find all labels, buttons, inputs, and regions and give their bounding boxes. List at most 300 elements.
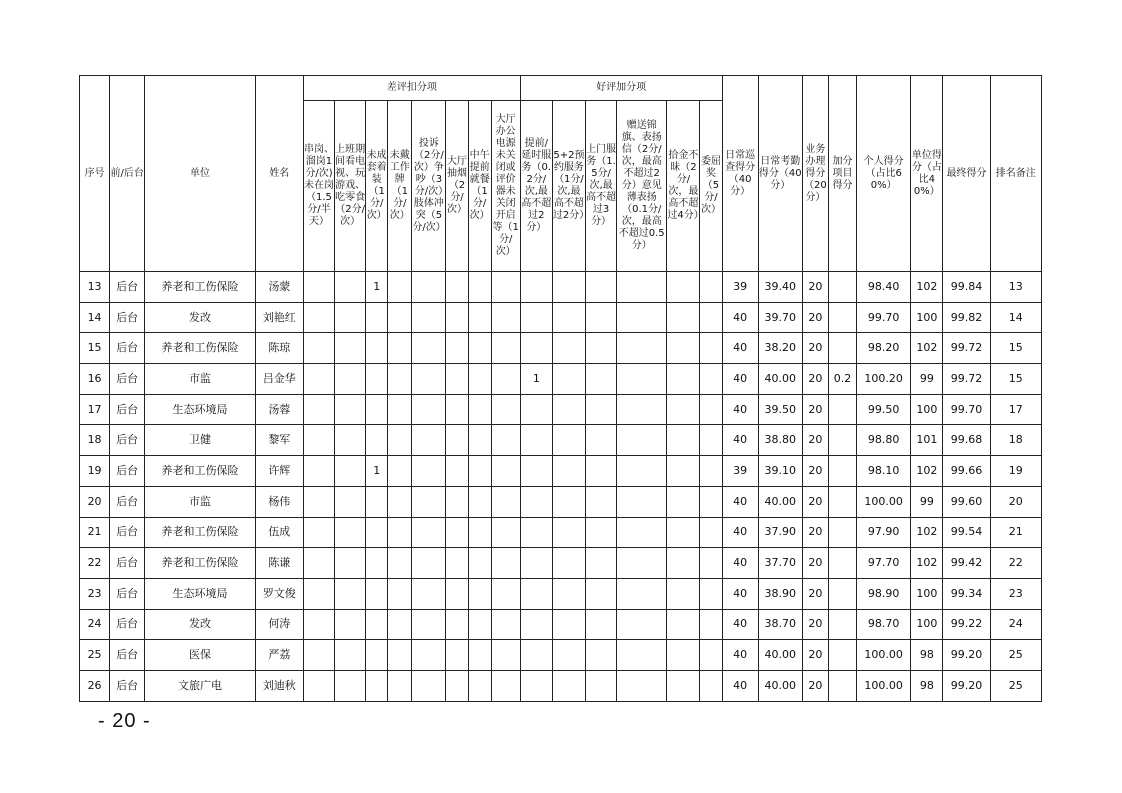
header-bonus-score: 加分项目得分 [828,76,856,272]
cell-seq: 18 [80,425,110,456]
cell-unit-score: 100 [911,394,943,425]
cell-final: 99.34 [943,578,990,609]
cell-bonus-item [667,394,700,425]
cell-final: 99.82 [943,302,990,333]
cell-attendance: 39.50 [758,394,802,425]
cell-deduct [468,670,491,701]
header-business: 业务办理得分（20分） [802,76,828,272]
cell-name: 黎军 [255,425,303,456]
cell-deduct [446,640,468,671]
cell-bonus-item [552,578,585,609]
cell-deduct [388,486,412,517]
table-row [80,272,1042,303]
cell-deduct [468,272,491,303]
cell-deduct [446,548,468,579]
cell-bonus-item [552,272,585,303]
cell-deduct [388,302,412,333]
cell-seq: 19 [80,456,110,487]
cell-deduct: 1 [366,456,388,487]
cell-bonus-item [586,517,617,548]
cell-bonus-item [667,425,700,456]
cell-bonus-score [828,548,856,579]
cell-deduct: 1 [366,272,388,303]
cell-unit: 养老和工伤保险 [145,333,255,364]
cell-bonus-item [520,548,552,579]
cell-bonus-item [700,302,722,333]
cell-counter: 后台 [110,302,145,333]
cell-rank: 19 [990,456,1041,487]
cell-counter: 后台 [110,486,145,517]
cell-attendance: 38.80 [758,425,802,456]
cell-final: 99.72 [943,364,990,395]
cell-deduct [388,640,412,671]
cell-unit-score: 101 [911,425,943,456]
cell-deduct [388,670,412,701]
cell-bonus-item [586,333,617,364]
cell-personal: 97.70 [857,548,911,579]
cell-rank: 15 [990,333,1041,364]
cell-deduct [446,333,468,364]
cell-name: 伍成 [255,517,303,548]
header-rank: 排名备注 [990,76,1041,272]
cell-deduct [335,394,366,425]
cell-bonus-item [617,640,667,671]
cell-bonus-item [700,394,722,425]
cell-counter: 后台 [110,272,145,303]
cell-rank: 25 [990,670,1041,701]
cell-bonus-item [586,425,617,456]
cell-patrol: 40 [722,302,758,333]
cell-bonus-item [586,272,617,303]
header-personal: 个人得分（占比60%） [857,76,911,272]
cell-deduct [303,302,334,333]
cell-bonus-item [552,640,585,671]
cell-bonus-score [828,609,856,640]
cell-unit: 养老和工伤保险 [145,272,255,303]
cell-deduct [303,640,334,671]
cell-deduct [335,609,366,640]
cell-deduct [366,670,388,701]
cell-deduct [335,456,366,487]
cell-bonus-score [828,272,856,303]
cell-final: 99.42 [943,548,990,579]
cell-deduct [468,517,491,548]
header-deduct-item: 投诉（2分/次）争吵（3分/次）肢体冲突（5分/次） [412,101,446,272]
cell-personal: 99.70 [857,302,911,333]
cell-deduct [366,578,388,609]
cell-bonus-item [617,272,667,303]
cell-deduct [412,578,446,609]
cell-deduct [468,302,491,333]
cell-patrol: 40 [722,333,758,364]
cell-deduct [366,302,388,333]
cell-bonus-item [552,456,585,487]
cell-bonus-item [700,364,722,395]
header-bonus-item: 上门服务（1.5分/次,最高不超过3分） [586,101,617,272]
cell-deduct [366,609,388,640]
table-row [80,302,1042,333]
cell-business: 20 [802,548,828,579]
cell-unit: 生态环境局 [145,578,255,609]
cell-seq: 14 [80,302,110,333]
cell-counter: 后台 [110,548,145,579]
cell-bonus-score [828,394,856,425]
cell-bonus-item [520,333,552,364]
cell-bonus-item [552,670,585,701]
cell-seq: 17 [80,394,110,425]
cell-patrol: 40 [722,486,758,517]
cell-bonus-item [700,578,722,609]
cell-name: 汤蒙 [255,272,303,303]
cell-unit: 养老和工伤保险 [145,548,255,579]
cell-bonus-item [520,486,552,517]
cell-deduct [446,456,468,487]
cell-unit: 发改 [145,302,255,333]
cell-deduct [412,302,446,333]
cell-bonus-item [552,394,585,425]
cell-attendance: 37.90 [758,517,802,548]
cell-bonus-item [586,302,617,333]
cell-bonus-item [700,640,722,671]
cell-final: 99.72 [943,333,990,364]
cell-unit-score: 99 [911,364,943,395]
cell-unit: 市监 [145,486,255,517]
cell-bonus-item [667,640,700,671]
cell-personal: 98.10 [857,456,911,487]
cell-bonus-score [828,517,856,548]
cell-bonus-item [617,456,667,487]
cell-personal: 98.70 [857,609,911,640]
cell-deduct [388,394,412,425]
cell-bonus-item [520,425,552,456]
cell-deduct [468,578,491,609]
cell-name: 许辉 [255,456,303,487]
cell-unit-score: 102 [911,548,943,579]
cell-name: 罗文俊 [255,578,303,609]
cell-bonus-item [552,302,585,333]
cell-bonus-item [667,302,700,333]
cell-final: 99.66 [943,456,990,487]
cell-final: 99.60 [943,486,990,517]
cell-deduct [491,425,520,456]
cell-rank: 18 [990,425,1041,456]
cell-bonus-item [617,333,667,364]
cell-deduct [335,333,366,364]
cell-bonus-score [828,456,856,487]
cell-deduct [303,333,334,364]
cell-deduct [388,333,412,364]
cell-patrol: 40 [722,364,758,395]
cell-business: 20 [802,425,828,456]
cell-bonus-item [552,333,585,364]
cell-deduct [468,456,491,487]
cell-deduct [335,364,366,395]
cell-deduct [412,394,446,425]
cell-deduct [303,272,334,303]
cell-bonus-item [520,609,552,640]
table-row [80,578,1042,609]
cell-patrol: 39 [722,456,758,487]
cell-counter: 后台 [110,640,145,671]
cell-seq: 26 [80,670,110,701]
cell-unit-score: 102 [911,517,943,548]
cell-deduct [366,548,388,579]
cell-bonus-item [520,640,552,671]
cell-name: 吕金华 [255,364,303,395]
cell-deduct [446,364,468,395]
cell-bonus-item [586,364,617,395]
cell-seq: 22 [80,548,110,579]
cell-bonus-item [617,302,667,333]
cell-deduct [303,578,334,609]
cell-deduct [446,609,468,640]
cell-attendance: 40.00 [758,640,802,671]
cell-business: 20 [802,302,828,333]
cell-bonus-item [700,272,722,303]
cell-deduct [366,333,388,364]
cell-deduct [366,425,388,456]
table-row [80,364,1042,395]
cell-personal: 98.90 [857,578,911,609]
table-row [80,333,1042,364]
header-deduct-item: 未成套着装（1分/次） [366,101,388,272]
cell-bonus-item [700,517,722,548]
cell-counter: 后台 [110,670,145,701]
header-unit: 单位 [145,76,255,272]
cell-bonus-item [586,670,617,701]
cell-deduct [412,517,446,548]
cell-bonus-item [586,578,617,609]
cell-bonus-score [828,333,856,364]
cell-final: 99.68 [943,425,990,456]
cell-bonus-item [520,517,552,548]
cell-deduct [335,640,366,671]
cell-deduct [446,578,468,609]
cell-bonus-item [617,670,667,701]
cell-bonus-item [700,425,722,456]
cell-deduct [491,272,520,303]
cell-seq: 25 [80,640,110,671]
cell-rank: 22 [990,548,1041,579]
cell-bonus-item [667,364,700,395]
cell-deduct [388,456,412,487]
cell-deduct [446,302,468,333]
cell-attendance: 40.00 [758,486,802,517]
cell-name: 何涛 [255,609,303,640]
cell-deduct [335,517,366,548]
cell-deduct [388,364,412,395]
cell-unit-score: 98 [911,670,943,701]
cell-personal: 99.50 [857,394,911,425]
cell-bonus-item [667,517,700,548]
table-row [80,670,1042,701]
table-row [80,609,1042,640]
cell-deduct [491,394,520,425]
cell-bonus-item [700,548,722,579]
cell-deduct [335,486,366,517]
cell-final: 99.70 [943,394,990,425]
table-row [80,640,1042,671]
cell-attendance: 38.90 [758,578,802,609]
cell-deduct [468,609,491,640]
cell-seq: 13 [80,272,110,303]
cell-bonus-item [552,486,585,517]
cell-final: 99.20 [943,640,990,671]
cell-unit: 医保 [145,640,255,671]
cell-bonus-item [667,272,700,303]
cell-deduct [366,517,388,548]
cell-deduct [446,517,468,548]
cell-deduct [468,364,491,395]
cell-deduct [303,609,334,640]
header-counter: 前/后台 [110,76,145,272]
score-table [79,75,1042,702]
header-unit-score: 单位得分（占比40%） [911,76,943,272]
cell-unit: 文旅广电 [145,670,255,701]
cell-deduct [468,333,491,364]
cell-bonus-item [552,517,585,548]
cell-bonus-item [617,486,667,517]
cell-attendance: 38.70 [758,609,802,640]
cell-rank: 14 [990,302,1041,333]
cell-bonus-item [617,364,667,395]
cell-patrol: 40 [722,609,758,640]
header-bonus-item: 5+2预约服务（1分/次,最高不超过2分） [552,101,585,272]
cell-patrol: 40 [722,578,758,609]
cell-deduct [491,670,520,701]
cell-patrol: 40 [722,517,758,548]
cell-bonus-item [617,578,667,609]
cell-final: 99.84 [943,272,990,303]
cell-name: 陈琼 [255,333,303,364]
cell-bonus-score [828,670,856,701]
cell-attendance: 37.70 [758,548,802,579]
cell-rank: 24 [990,609,1041,640]
cell-bonus-item [586,640,617,671]
cell-deduct [388,425,412,456]
cell-bonus-item [700,486,722,517]
cell-name: 汤蓉 [255,394,303,425]
cell-unit: 卫健 [145,425,255,456]
header-patrol: 日常巡查得分（40分） [722,76,758,272]
cell-attendance: 40.00 [758,364,802,395]
cell-counter: 后台 [110,394,145,425]
header-bonus-item: 委屈奖（5分/次） [700,101,722,272]
cell-deduct [491,640,520,671]
cell-business: 20 [802,456,828,487]
cell-deduct [491,364,520,395]
header-name: 姓名 [255,76,303,272]
cell-attendance: 38.20 [758,333,802,364]
cell-deduct [335,302,366,333]
table-row [80,486,1042,517]
cell-counter: 后台 [110,609,145,640]
cell-bonus-item [667,456,700,487]
cell-final: 99.20 [943,670,990,701]
cell-deduct [366,486,388,517]
cell-deduct [491,609,520,640]
cell-unit-score: 100 [911,609,943,640]
cell-deduct [446,670,468,701]
cell-rank: 20 [990,486,1041,517]
cell-deduct [491,302,520,333]
cell-bonus-item [667,609,700,640]
cell-deduct [335,425,366,456]
cell-rank: 25 [990,640,1041,671]
cell-unit: 养老和工伤保险 [145,517,255,548]
cell-deduct [335,548,366,579]
cell-bonus-item [617,394,667,425]
cell-bonus-item [700,609,722,640]
cell-deduct [303,486,334,517]
cell-deduct [491,548,520,579]
cell-seq: 24 [80,609,110,640]
cell-patrol: 40 [722,394,758,425]
header-final: 最终得分 [943,76,990,272]
cell-counter: 后台 [110,517,145,548]
cell-deduct [412,670,446,701]
table-row [80,425,1042,456]
cell-business: 20 [802,670,828,701]
cell-deduct [412,333,446,364]
cell-deduct [303,425,334,456]
cell-bonus-item [700,456,722,487]
cell-unit: 市监 [145,364,255,395]
cell-bonus-item [520,670,552,701]
cell-deduct [491,486,520,517]
cell-unit-score: 98 [911,640,943,671]
cell-attendance: 40.00 [758,670,802,701]
cell-deduct [388,548,412,579]
cell-bonus-score: 0.2 [828,364,856,395]
header-deduct-item: 大厅办公电源未关闭或评价器未关闭开启等（1分/次） [491,101,520,272]
header-bonus-item: 拾金不昧（2分/次，最高不超过4分） [667,101,700,272]
cell-bonus-item [520,272,552,303]
cell-deduct [388,578,412,609]
cell-bonus-item [617,548,667,579]
cell-personal: 98.20 [857,333,911,364]
cell-seq: 16 [80,364,110,395]
cell-bonus-score [828,486,856,517]
cell-deduct [446,272,468,303]
cell-name: 陈谦 [255,548,303,579]
cell-deduct [303,456,334,487]
cell-unit-score: 102 [911,456,943,487]
cell-bonus-item [700,670,722,701]
cell-unit: 养老和工伤保险 [145,456,255,487]
cell-deduct [412,486,446,517]
header-bonus-group: 好评加分项 [520,76,722,101]
cell-personal: 100.00 [857,670,911,701]
cell-deduct [412,609,446,640]
cell-patrol: 40 [722,640,758,671]
page-number: - 20 - [98,710,151,732]
header-deduct-item: 大厅抽烟（2分/次） [446,101,468,272]
cell-rank: 17 [990,394,1041,425]
cell-business: 20 [802,640,828,671]
cell-personal: 100.20 [857,364,911,395]
cell-deduct [412,364,446,395]
cell-patrol: 40 [722,425,758,456]
cell-business: 20 [802,333,828,364]
cell-counter: 后台 [110,364,145,395]
cell-deduct [335,272,366,303]
table-row [80,517,1042,548]
cell-rank: 13 [990,272,1041,303]
cell-bonus-item [667,670,700,701]
cell-bonus-item [586,486,617,517]
cell-bonus-item [520,578,552,609]
